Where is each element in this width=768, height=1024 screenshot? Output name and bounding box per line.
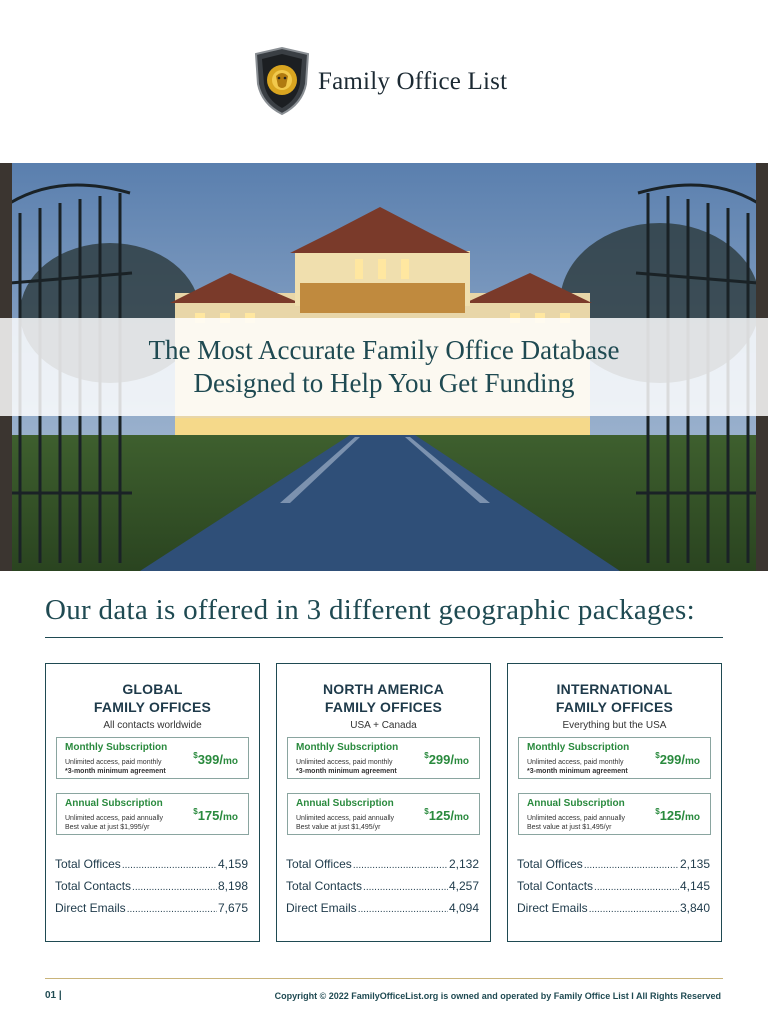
copyright-notice: Copyright © 2022 FamilyOfficeList.org is owned and operated by Family Office List I All Rights Reserved <box>274 991 721 1001</box>
annual-plan: Annual Subscription Unlimited access, paid annually Best value at just $1,495/yr $125/mo <box>518 793 711 835</box>
stat-row: Direct Emails ..... 3,840 <box>517 901 710 923</box>
monthly-plan: Monthly Subscription Unlimited access, paid monthly *3-month minimum agreement $299/mo <box>287 737 480 779</box>
package-card-international <box>507 663 722 942</box>
stats-list <box>517 857 710 923</box>
card-subtitle: Everything but the USA <box>562 720 667 731</box>
card-title: NORTH AMERICA FAMILY OFFICES <box>322 681 445 715</box>
annual-price: $175/mo <box>193 807 238 823</box>
package-card-north-america <box>276 663 491 942</box>
packages-heading: Our data is offered in 3 different geographic packages: <box>45 594 695 626</box>
stat-row: Direct Emails ..... 4,094 <box>286 901 479 923</box>
brand-name: Family Office List <box>318 68 508 95</box>
card-title: INTERNATIONAL FAMILY OFFICES <box>555 681 674 715</box>
lion-shield-icon <box>250 46 314 116</box>
card-subtitle: USA + Canada <box>350 720 417 731</box>
hero-headline-line1: The Most Accurate Family Office Database <box>148 335 620 365</box>
monthly-price: $299/mo <box>424 751 469 767</box>
stat-row: Total Contacts ..... 8,198 <box>55 879 248 901</box>
stat-row: Total Offices ..... 2,132 <box>286 857 479 879</box>
package-card-global <box>45 663 260 942</box>
page-number: 01 | <box>45 990 62 1001</box>
stats-list <box>286 857 479 923</box>
monthly-price: $399/mo <box>193 751 238 767</box>
hero-caption <box>0 318 768 416</box>
stat-row: Total Contacts ..... 4,257 <box>286 879 479 901</box>
stats-list <box>55 857 248 923</box>
card-subtitle: All contacts worldwide <box>103 720 202 731</box>
stat-row: Total Offices ..... 2,135 <box>517 857 710 879</box>
stat-row: Direct Emails ..... 7,675 <box>55 901 248 923</box>
monthly-plan: Monthly Subscription Unlimited access, paid monthly *3-month minimum agreement $399/mo <box>56 737 249 779</box>
annual-price: $125/mo <box>424 807 469 823</box>
footer-divider <box>45 978 723 979</box>
monthly-plan: Monthly Subscription Unlimited access, paid monthly *3-month minimum agreement $299/mo <box>518 737 711 779</box>
stat-row: Total Contacts ..... 4,145 <box>517 879 710 901</box>
hero-headline-line2: Designed to Help You Get Funding <box>193 368 575 398</box>
monthly-price: $299/mo <box>655 751 700 767</box>
annual-plan: Annual Subscription Unlimited access, paid annually Best value at just $1,995/yr $175/mo <box>56 793 249 835</box>
card-title: GLOBAL FAMILY OFFICES <box>93 681 212 715</box>
annual-plan: Annual Subscription Unlimited access, paid annually Best value at just $1,495/yr $125/mo <box>287 793 480 835</box>
annual-price: $125/mo <box>655 807 700 823</box>
header <box>0 40 768 120</box>
stat-row: Total Offices ..... 4,159 <box>55 857 248 879</box>
hero-banner <box>0 163 768 571</box>
divider <box>45 637 723 638</box>
